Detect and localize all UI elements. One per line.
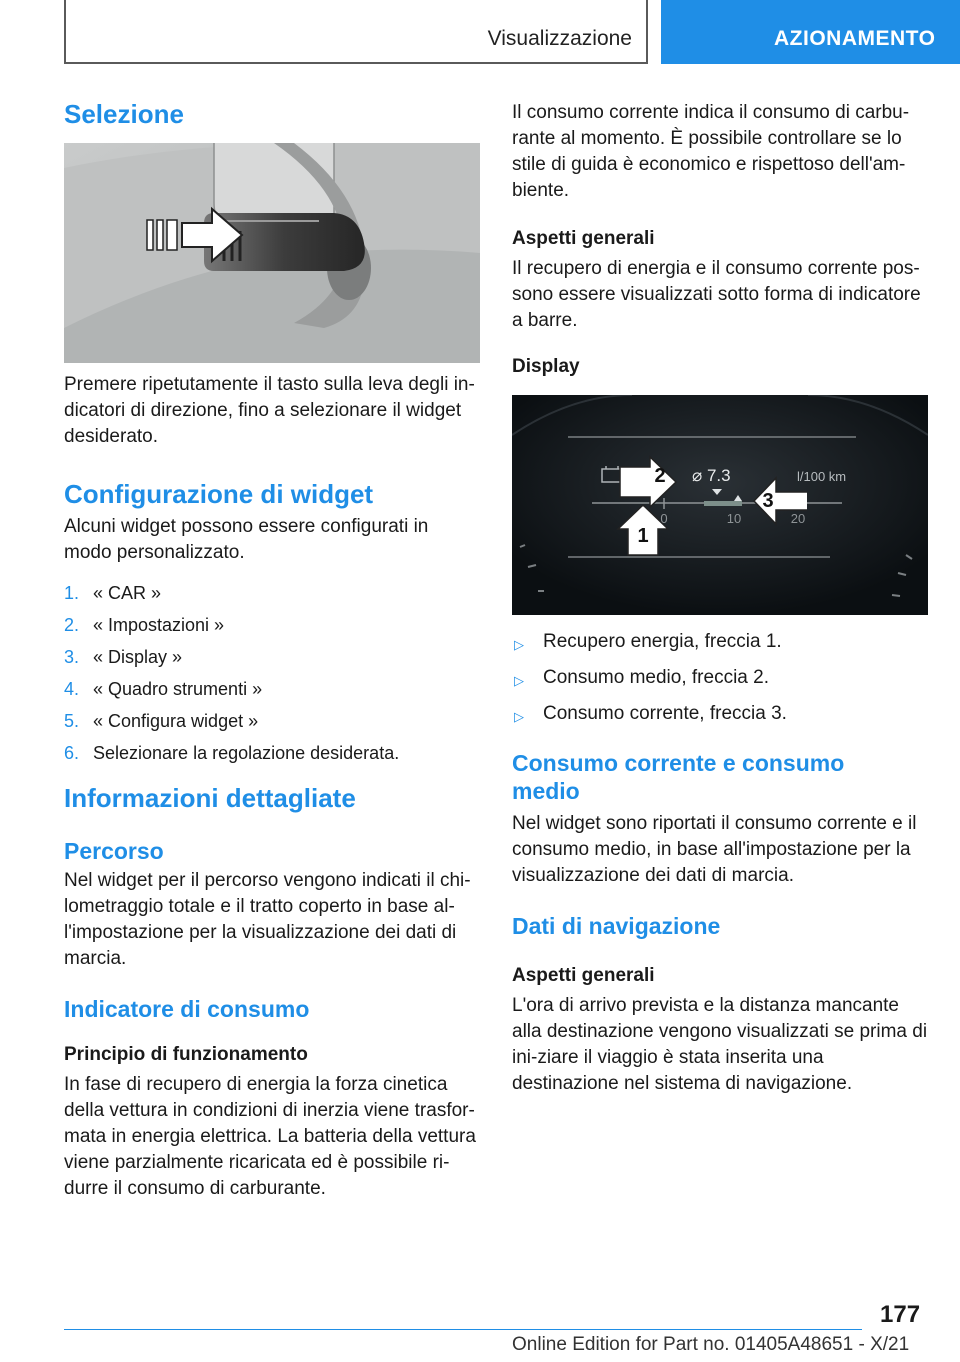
step-number: 1.: [64, 582, 80, 603]
heading-configurazione: Configurazione di widget: [64, 478, 374, 509]
step-number: 4.: [64, 678, 80, 699]
consumption-unit: l/100 km: [797, 469, 847, 484]
header-chapter-tab: AZIONAMENTO: [661, 0, 960, 64]
step-text: « CAR »: [93, 582, 162, 603]
turn-signal-lever-icon: [147, 220, 177, 250]
tick-label-20: 20: [790, 511, 806, 526]
running-header: [64, 0, 648, 64]
arrow-label-2: 2: [654, 465, 666, 487]
selezione-text: Premere ripetutamente il tasto sulla leva degli in-dicatori di direzione, fino a selezionare il widget desiderato.: [64, 373, 475, 447]
percorso-text: Nel widget per il percorso vengono indicati il chi-lometraggio totale e il tratto coperto in base al-l'impostazione per la visualizzazione dei dati di marcia.: [64, 870, 471, 970]
config-text: Alcuni widget possono essere configurati in modo personalizzato.: [64, 515, 429, 563]
heading-display: Display: [512, 356, 580, 377]
step-text: « Impostazioni »: [93, 614, 225, 635]
aspetti-text: Il recupero di energia e il consumo corrente pos-sono essere visualizzati sotto forma di indicatore a barre.: [512, 258, 921, 331]
list-item: [64, 742, 480, 764]
step-number: 5.: [64, 710, 80, 731]
nav-text: L'ora di arrivo prevista e la distanza mancante alla destinazione vengono visualizzati se prima di ini-ziare il viaggio è stata inserita una destinazione nel sistema di navigazione.: [512, 994, 928, 1094]
footer-edition: Online Edition for Part no. 01405A48651 - X/21: [512, 1334, 910, 1355]
intro-text: Il consumo corrente indica il consumo di carbu-rante al momento. È possibile controllare se lo stile di guida è economico e rispettoso dell'am-biente.: [512, 102, 910, 201]
left-column: [64, 100, 480, 1202]
heading-selezione: Selezione: [64, 99, 184, 129]
step-text: « Quadro strumenti »: [93, 678, 263, 699]
triangle-right-icon: ▷: [514, 709, 524, 724]
instrument-cluster-figure: [512, 395, 928, 615]
step-number: 2.: [64, 614, 80, 635]
page-number: 177: [880, 1301, 921, 1328]
corrente-text: Nel widget sono riportati il consumo corrente e il consumo medio, in base all'impostazione per la visualizzazione dei dati di marcia.: [512, 813, 917, 887]
footer-divider: [64, 1329, 862, 1330]
heading-percorso: Percorso: [64, 837, 164, 864]
arrow-label-1: 1: [637, 525, 649, 547]
right-column: [512, 100, 928, 1097]
heading-nav-aspetti: Aspetti generali: [512, 964, 655, 986]
lever-figure: [64, 143, 480, 363]
heading-dati-navigazione: Dati di navigazione: [512, 913, 721, 940]
heading-informazioni: Informazioni dettagliate: [64, 782, 356, 813]
header-section-title: Visualizzazione: [487, 27, 632, 50]
list-item: [64, 614, 480, 636]
heading-consumo-corrente: Consumo corrente e consumo medio: [512, 750, 845, 804]
triangle-right-icon: ▷: [514, 673, 524, 688]
bullet-text: Consumo medio, freccia 2.: [543, 667, 769, 688]
consumption-value: ⌀ 7.3: [692, 466, 731, 485]
list-item: [512, 703, 928, 728]
list-item: [64, 678, 480, 700]
triangle-right-icon: ▷: [514, 637, 524, 652]
step-number: 6.: [64, 742, 80, 763]
bullet-text: Consumo corrente, freccia 3.: [543, 703, 787, 724]
step-text: Selezionare la regolazione desiderata.: [93, 742, 400, 763]
list-item: [64, 646, 480, 668]
bullet-text: Recupero energia, freccia 1.: [543, 631, 782, 652]
heading-aspetti-generali: Aspetti generali: [512, 228, 655, 249]
list-item: [64, 710, 480, 732]
heading-indicatore-consumo: Indicatore di consumo: [64, 996, 310, 1023]
list-item: [64, 582, 480, 604]
arrow-label-3: 3: [762, 490, 774, 512]
step-number: 3.: [64, 646, 80, 667]
step-text: « Configura widget »: [93, 710, 259, 731]
step-text: « Display »: [93, 646, 183, 667]
principio-text: In fase di recupero di energia la forza cinetica della vettura in condizioni di inerzia viene trasfor-mata in energia elettrica. La batteria della vettura viene parzialmente ricaricata ed è possibile ri-durre il consumo di carburante.: [64, 1073, 476, 1199]
heading-principio: Principio di funzionamento: [64, 1043, 308, 1065]
list-item: [512, 667, 928, 692]
arrow-legend-list: [512, 631, 928, 728]
tick-label-10: 10: [726, 511, 742, 526]
tick-label-0: 0: [660, 511, 668, 526]
list-item: [512, 631, 928, 656]
config-steps: [64, 582, 480, 764]
